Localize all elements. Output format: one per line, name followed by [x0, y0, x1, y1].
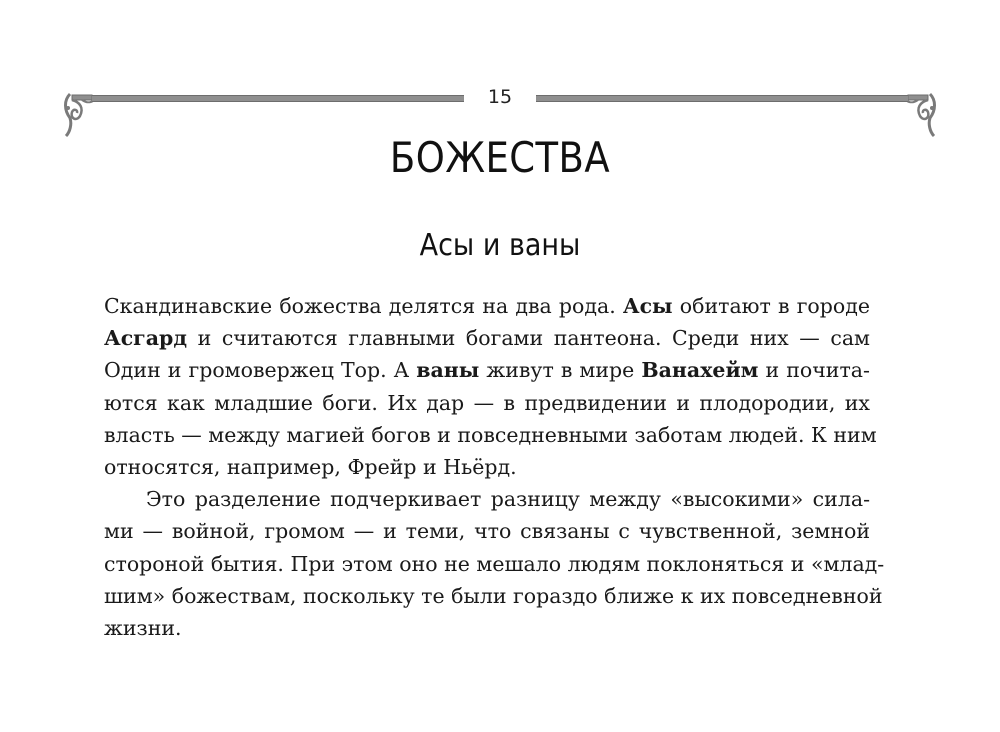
- bold-term: Ванахейм: [641, 358, 759, 383]
- paragraph-line: жизни.: [104, 616, 182, 641]
- paragraph-line: шим» божествам, поскольку те были гораздо ближе к их повседневной: [104, 583, 883, 608]
- header-rule-right: [536, 95, 908, 102]
- text-span: обитают в городе: [679, 294, 870, 318]
- paragraph-line: стороной бытия. При этом оно не мешало людям поклоняться и «млад-: [104, 551, 885, 576]
- bold-term: Асгард: [104, 326, 188, 351]
- text-span: Скандинавские божества делятся на два рода.: [104, 294, 616, 318]
- paragraph-line: [104, 290, 870, 322]
- paragraph-1: [104, 290, 877, 483]
- paragraph-line: ми — войной, громом — и теми, что связаны с чувственной, земной: [104, 519, 870, 544]
- paragraph-line: относятся, например, Фрейр и Ньёрд.: [104, 455, 517, 480]
- paragraph-line: ются как младшие боги. Их дар — в предвидении и плодородии, их: [104, 390, 870, 415]
- section-title: Асы и ваны: [419, 228, 581, 263]
- bold-term: ваны: [416, 358, 480, 383]
- chapter-title: БОЖЕСТВА: [389, 133, 611, 182]
- body-text: [104, 290, 885, 644]
- paragraph-2: [104, 483, 885, 644]
- paragraph-line: Это разделение подчеркивает разницу между «высокими» сила-: [146, 487, 870, 512]
- text-span: и считаются главными богами пантеона. Среди них — сам: [197, 326, 870, 351]
- page-header: [72, 88, 928, 128]
- text-span: и почита-: [765, 358, 870, 383]
- paragraph-line: [104, 322, 870, 354]
- bold-term: Асы: [622, 294, 673, 318]
- paragraph-line: [104, 354, 870, 386]
- text-span: Один и громовержец Тор. А: [104, 358, 410, 383]
- text-span: живут в мире: [486, 358, 635, 383]
- page-number: 15: [487, 86, 513, 108]
- paragraph-line: власть — между магией богов и повседневными заботам людей. К ним: [104, 422, 877, 447]
